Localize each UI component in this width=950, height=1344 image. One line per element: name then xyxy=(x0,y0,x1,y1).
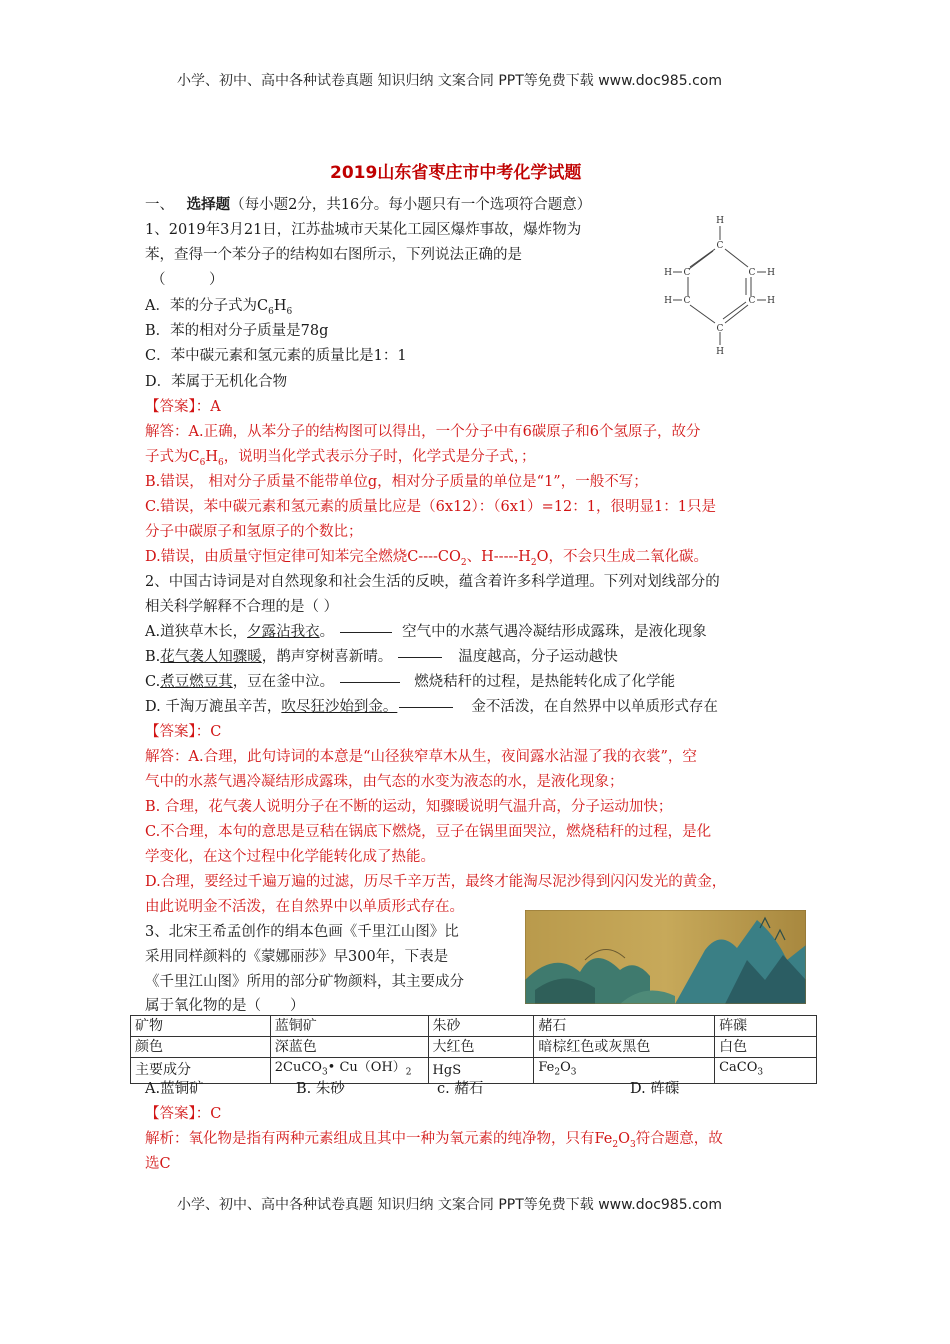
q3-option-b: B. 朱砂 xyxy=(296,1081,345,1097)
atom-label: C xyxy=(716,324,724,334)
q2-option-explanation: 燃烧秸秆的过程，是热能转化成了化学能 xyxy=(414,674,676,690)
q2-option-text: B. xyxy=(145,649,161,665)
q3-option-d: D. 砗磲 xyxy=(630,1081,680,1097)
q1-option-c: C．苯中碳元素和氢元素的质量比是1：1 xyxy=(145,348,407,364)
atom-label: H xyxy=(664,268,672,278)
q3-explanation-line xyxy=(145,1127,723,1158)
atom-label: C xyxy=(683,296,691,306)
q1-option-a-text: H xyxy=(273,298,287,314)
q3-stem-line: 3、北宋王希孟创作的绢本色画《千里江山图》比 xyxy=(145,924,459,940)
q2-explanation-line: 气中的水蒸气遇冷凝结形成露珠，由气态的水变为液态的水，是液化现象； xyxy=(145,774,624,790)
q2-option-b xyxy=(145,645,618,670)
q3-stem-line: 属于氧化物的是（ ） xyxy=(145,998,305,1014)
q2-underlined-phrase: 吹尽狂沙始到金。 xyxy=(281,699,398,715)
q2-option-explanation: 空气中的水蒸气遇冷凝结形成露珠，是液化现象 xyxy=(402,624,707,640)
q3-answer: 【答案】：C xyxy=(145,1106,222,1122)
q1-stem-line: 苯，查得一个苯分子的结构如右图所示，下列说法正确的是 xyxy=(145,247,522,263)
q2-option-text: D. 千淘万漉虽辛苦， xyxy=(145,699,282,715)
section-note: （每小题2分，共16分。每小题只有一个选项符合题意） xyxy=(230,197,592,213)
q1-answer: 【答案】：A xyxy=(145,399,221,415)
formula-text: Fe xyxy=(538,1060,555,1075)
q2-explanation-line: C.不合理，本句的意思是豆秸在锅底下燃烧，豆子在锅里面哭泣，燃烧秸秆的过程，是化 xyxy=(145,824,712,840)
q1-explanation-text: ，不会只生成二氧化碳。 xyxy=(548,549,709,565)
subscript: 6 xyxy=(199,457,206,468)
q2-underlined-phrase: 煮豆燃豆萁 xyxy=(160,674,233,690)
table-cell xyxy=(534,1058,715,1084)
q3-option-c: c. 赭石 xyxy=(437,1081,484,1097)
subscript: 3 xyxy=(629,1139,636,1150)
subscript: 3 xyxy=(570,1067,577,1078)
atom-label: C xyxy=(748,268,756,278)
dash-line xyxy=(340,632,392,633)
subscript: 6 xyxy=(218,457,224,468)
section-number: 一、 xyxy=(145,197,174,213)
q2-underlined-phrase: 夕露沾我衣 xyxy=(247,624,320,640)
table-cell: 白色 xyxy=(715,1037,817,1058)
q1-explanation-line: C.错误，苯中碳元素和氢元素的质量比应是（6x12）：（6x1）=12：1，很明显1：1只是 xyxy=(145,499,716,515)
q3-explanation-text: O xyxy=(618,1131,630,1147)
subscript: 6 xyxy=(286,306,293,317)
q1-explanation-text: 子式为C xyxy=(145,449,200,465)
atom-label: C xyxy=(716,241,724,251)
q1-explanation-line: B.错误， 相对分子质量不能带单位g，相对分子质量的单位是“1”，一般不写； xyxy=(145,474,648,490)
atom-label: H xyxy=(716,216,724,226)
formula-text: O xyxy=(560,1060,571,1075)
table-cell: 暗棕红色或灰黑色 xyxy=(534,1037,715,1058)
q2-explanation-line: 由此说明金不活泼，在自然界中以单质形式存在。 xyxy=(145,899,464,915)
page-header: 小学、初中、高中各种试卷真题 知识归纳 文案合同 PPT等免费下载 www.doc985.com xyxy=(177,73,722,89)
q2-answer: 【答案】：C xyxy=(145,724,222,740)
subscript: 2 xyxy=(405,1067,412,1078)
qianli-jiangshan-painting xyxy=(525,910,806,1004)
q3-explanation-line: 选C xyxy=(145,1156,171,1172)
table-cell: 朱砂 xyxy=(428,1016,534,1037)
mineral-pigment-table xyxy=(130,1015,817,1084)
q3-explanation-text: 符合题意，故 xyxy=(635,1131,723,1147)
q1-explanation-text: D.错误，由质量守恒定律可知苯完全燃烧C----CO xyxy=(145,549,461,565)
section-heading xyxy=(145,192,591,218)
subscript: 2 xyxy=(530,557,537,568)
q1-explanation-line: 分子中碳原子和氢原子的个数比； xyxy=(145,524,363,540)
table-cell: 大红色 xyxy=(428,1037,534,1058)
page-footer: 小学、初中、高中各种试卷真题 知识归纳 文案合同 PPT等免费下载 www.doc985.com xyxy=(177,1197,722,1213)
q2-option-a xyxy=(145,620,707,645)
q2-option-text: 。 xyxy=(319,624,335,640)
q2-explanation-line: 学变化，在这个过程中化学能转化成了热能。 xyxy=(145,849,435,865)
q1-stem-line: （ ） xyxy=(151,272,224,288)
dash-line xyxy=(398,657,442,658)
q1-explanation-text: H xyxy=(205,449,218,465)
q2-option-c xyxy=(145,670,675,695)
table-cell: 颜色 xyxy=(131,1037,271,1058)
dash-line xyxy=(340,682,400,683)
subscript: 3 xyxy=(757,1067,764,1078)
table-cell: 主要成分 xyxy=(131,1058,271,1084)
subscript: 2 xyxy=(460,557,467,568)
table-cell: 矿物 xyxy=(131,1016,271,1037)
table-cell: 砗磲 xyxy=(715,1016,817,1037)
q1-explanation-text: ，说明当化学式表示分子时，化学式是分子式，； xyxy=(223,449,536,465)
q3-option-a: A.蓝铜矿 xyxy=(145,1081,204,1097)
q2-explanation-line: D.合理，要经过千遍万遍的过滤，历尽千辛万苦，最终才能淘尽泥沙得到闪闪发光的黄金， xyxy=(145,874,727,890)
page-title: 2019山东省枣庄市中考化学试题 xyxy=(330,163,582,183)
q2-option-text: C. xyxy=(145,674,161,690)
q2-stem-line: 相关科学解释不合理的是（ ） xyxy=(145,599,339,615)
q1-stem-line: 1、2019年3月21日，江苏盐城市天某化工园区爆炸事故，爆炸物为 xyxy=(145,222,582,238)
atom-label: H xyxy=(716,347,724,357)
q2-underlined-phrase: 花气袭人知骤暖 xyxy=(160,649,262,665)
atom-label: C xyxy=(683,268,691,278)
q1-explanation-text: 、H-----H xyxy=(466,549,531,565)
q2-option-explanation: 金不活泼，在自然界中以单质形式存在 xyxy=(471,699,718,715)
formula-text: • Cu（OH） xyxy=(327,1060,406,1075)
q2-explanation-line: 解答：A.合理，此句诗词的本意是“山径狭窄草木从生，夜间露水沾湿了我的衣裳”，空 xyxy=(145,749,697,765)
q1-option-a-text: A．苯的分子式为C xyxy=(145,298,269,314)
q2-option-text: ，鹊声穿树喜新晴。 xyxy=(261,649,393,665)
q2-option-d xyxy=(145,695,718,720)
q2-option-explanation: 温度越高，分子运动越快 xyxy=(458,649,618,665)
q2-option-text: ，豆在釜中泣。 xyxy=(232,674,335,690)
table-cell xyxy=(270,1058,428,1084)
formula-text: 2CuCO xyxy=(274,1060,322,1075)
q1-explanation-text: O xyxy=(536,549,549,565)
q2-explanation-line: B. 合理，花气袭人说明分子在不断的运动，知骤暖说明气温升高，分子运动加快； xyxy=(145,799,673,815)
q2-stem-line: 2、中国古诗词是对自然现象和社会生活的反映，蕴含着许多科学道理。下列对划线部分的 xyxy=(145,574,720,590)
atom-label: H xyxy=(664,296,672,306)
subscript: 3 xyxy=(321,1067,328,1078)
q1-option-b: B．苯的相对分子质量是78g xyxy=(145,323,329,339)
atom-label: C xyxy=(748,296,756,306)
formula-text: CaCO xyxy=(719,1060,758,1075)
subscript: 2 xyxy=(612,1139,619,1150)
subscript: 2 xyxy=(554,1067,561,1078)
table-cell xyxy=(715,1058,817,1084)
table-cell: HgS xyxy=(428,1058,534,1084)
subscript: 6 xyxy=(268,306,274,317)
table-cell: 赭石 xyxy=(534,1016,715,1037)
section-name: 选择题 xyxy=(186,196,231,213)
atom-label: H xyxy=(767,268,775,278)
dash-line xyxy=(399,707,453,708)
q2-option-text: A.道狭草木长， xyxy=(145,624,248,640)
table-cell: 蓝铜矿 xyxy=(270,1016,428,1037)
table-cell: 深蓝色 xyxy=(270,1037,428,1058)
table-row xyxy=(131,1037,817,1058)
q3-stem-line: 《千里江山图》所用的部分矿物颜料，其主要成分 xyxy=(145,974,464,990)
table-row xyxy=(131,1016,817,1037)
q3-stem-line: 采用同样颜料的《蒙娜丽莎》早300年，下表是 xyxy=(145,949,449,965)
benzene-structure-diagram xyxy=(660,212,780,360)
atom-label: H xyxy=(767,296,775,306)
q1-option-d: D．苯属于无机化合物 xyxy=(145,374,288,390)
q1-explanation-line: 解答：A.正确，从苯分子的结构图可以得出，一个分子中有6碳原子和6个氢原子，故分 xyxy=(145,424,701,440)
q3-explanation-text: 解析：氧化物是指有两种元素组成且其中一种为氧元素的纯净物，只有Fe xyxy=(145,1131,613,1147)
